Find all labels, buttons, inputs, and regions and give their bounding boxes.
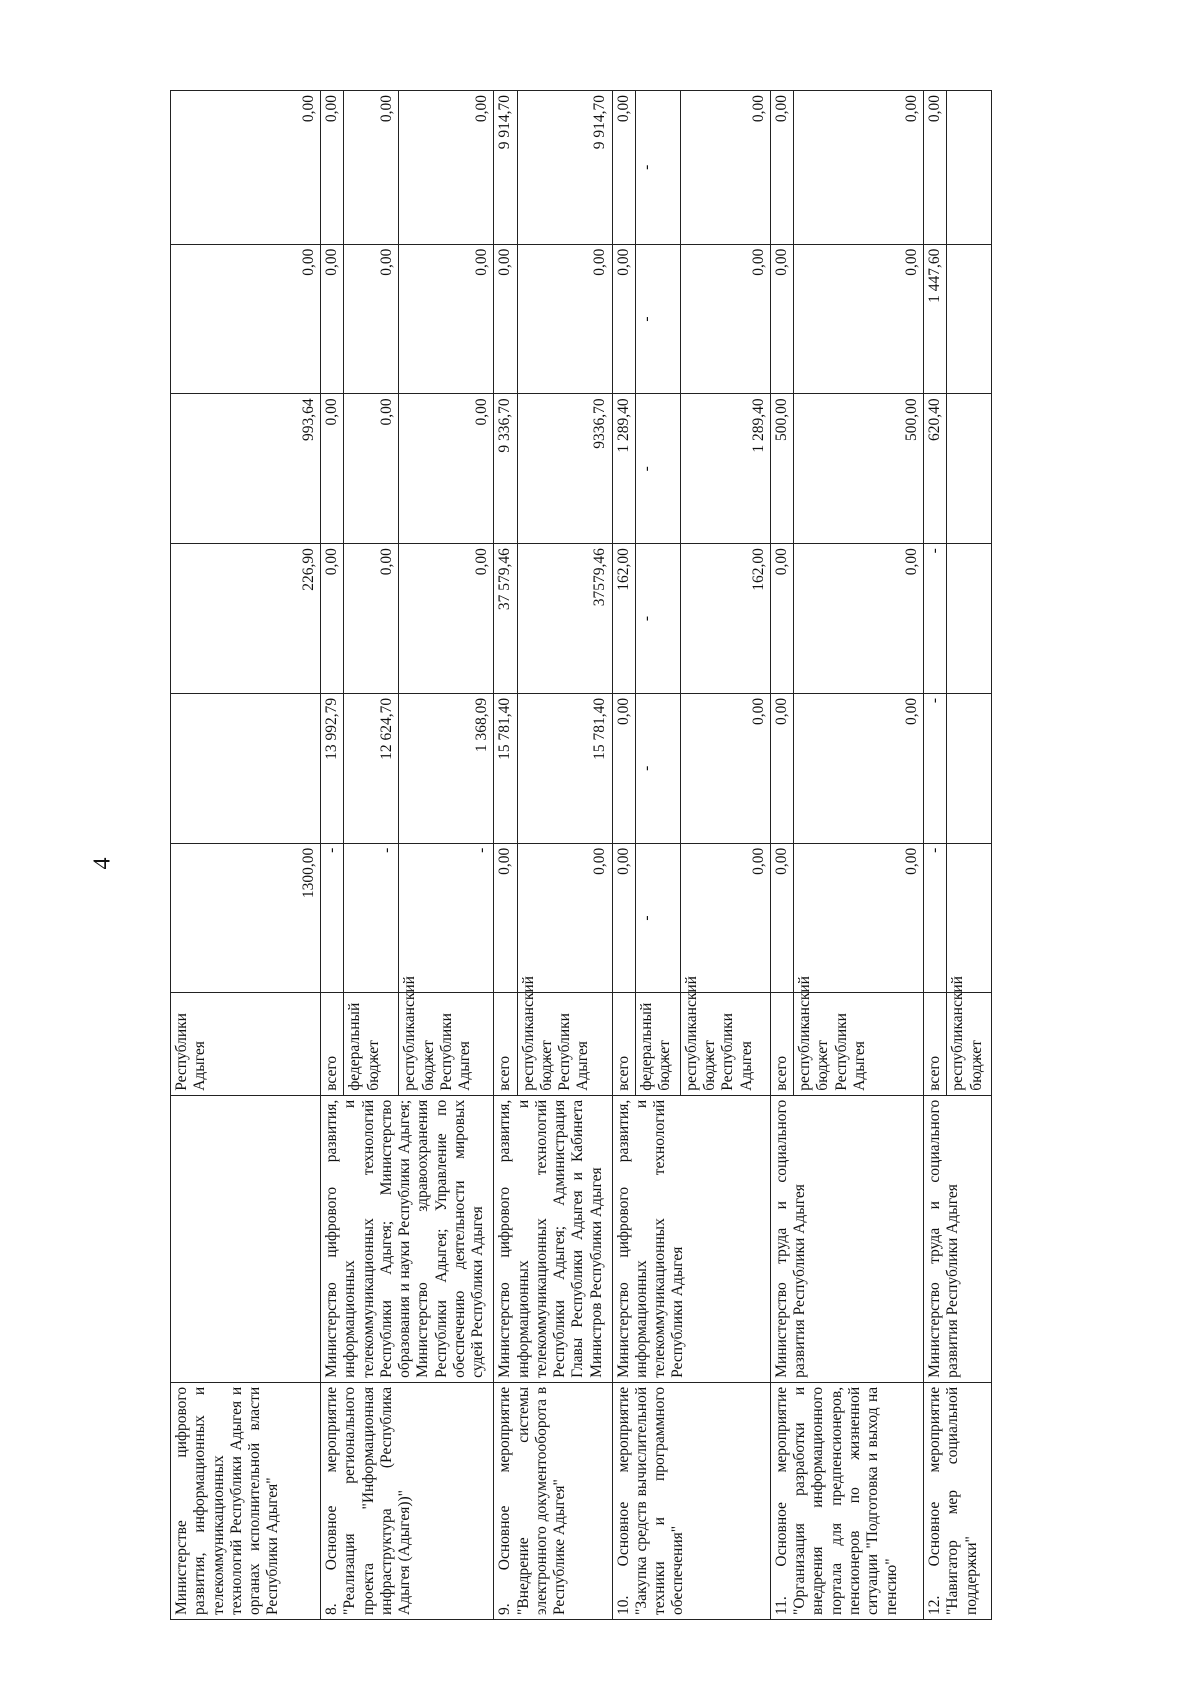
source-cell: всего (612, 993, 635, 1095)
value-cell: 0,00 (517, 843, 612, 993)
table-row (494, 91, 517, 1620)
executor-cell: Министерство цифрового развития, информационных и телекоммуникационных технологий Республики Адыгея (612, 1095, 770, 1382)
value-cell: 0,00 (770, 91, 793, 245)
value-cell: 0,00 (680, 693, 770, 843)
value-cell: 12 624,70 (344, 693, 399, 843)
value-cell: - (399, 843, 494, 993)
value-cell: 9 336,70 (494, 394, 517, 544)
page-number: 4 (89, 857, 116, 870)
value-cell: - (635, 544, 680, 694)
value-cell: 0,00 (321, 544, 344, 694)
value-cell: - (924, 693, 947, 843)
value-cell: 0,00 (770, 843, 793, 993)
source-cell: республиканский бюджет (947, 993, 992, 1095)
table-row (924, 91, 947, 1620)
value-cell: - (635, 91, 680, 245)
value-cell: 37 579,46 (494, 544, 517, 694)
value-cell: 0,00 (794, 843, 924, 993)
value-cell: 0,00 (770, 244, 793, 394)
value-cell: 0,00 (344, 394, 399, 544)
value-cell: 0,00 (770, 693, 793, 843)
value-cell: 0,00 (344, 244, 399, 394)
value-cell: 9 914,70 (494, 91, 517, 245)
table-row (612, 91, 635, 1620)
value-cell: 0,00 (344, 544, 399, 694)
value-cell: 0,00 (680, 244, 770, 394)
table-row (321, 91, 344, 1620)
value-cell: - (635, 244, 680, 394)
value-cell: 0,00 (399, 394, 494, 544)
value-cell: 162,00 (612, 544, 635, 694)
value-cell: 37579,46 (517, 544, 612, 694)
value-cell: - (635, 394, 680, 544)
value-cell: 1 368,09 (399, 693, 494, 843)
value-cell (947, 693, 992, 843)
executor-cell: Министерство цифрового развития, информационных и телекоммуникационных технологий Республики Адыгея; Министерство образования и науки Республики Адыгея; Министерство здравоохранения Республики Адыгея; Управление по обеспечению деятельности мировых судей Республики Адыгея (321, 1095, 494, 1382)
source-cell: республиканский бюджет Республики Адыгея (517, 993, 612, 1095)
source-cell: Республики Адыгея (171, 993, 321, 1095)
value-cell: 620,40 (924, 394, 947, 544)
value-cell: 0,00 (794, 91, 924, 245)
source-cell: всего (321, 993, 344, 1095)
value-cell: - (924, 544, 947, 694)
source-cell: всего (924, 993, 947, 1095)
source-cell: федеральный бюджет (635, 993, 680, 1095)
value-cell: 0,00 (612, 843, 635, 993)
value-cell: 0,00 (517, 244, 612, 394)
value-cell: 226,90 (171, 544, 321, 694)
financing-table (170, 90, 992, 1620)
event-cell: 12. Основное мероприятие "Навигатор мер социальной поддержки" (924, 1382, 992, 1619)
value-cell: 0,00 (612, 91, 635, 245)
value-cell: - (635, 843, 680, 993)
value-cell: 1 447,60 (924, 244, 947, 394)
event-cell: 9. Основное мероприятие "Внедрение системы электронного документооборота в Республике Адыгея" (494, 1382, 612, 1619)
event-cell: Министерстве цифрового развития, информационных и телекоммуникационных технологий Республики Адыгея и органах исполнительной власти Республики Адыгея" (171, 1382, 321, 1619)
executor-cell: Министерство цифрового развития, информационных и телекоммуникационных технологий Республики Адыгея; Администрация Главы Республики Адыгея и Кабинета Министров Республики Адыгея (494, 1095, 612, 1382)
value-cell: 9 914,70 (517, 91, 612, 245)
source-cell: федеральный бюджет (344, 993, 399, 1095)
value-cell: - (344, 843, 399, 993)
value-cell: 9336,70 (517, 394, 612, 544)
event-cell: 10. Основное мероприятие "Закупка средств вычислительной техники и программного обеспечения" (612, 1382, 770, 1619)
value-cell: 500,00 (770, 394, 793, 544)
value-cell: 0,00 (494, 843, 517, 993)
source-cell: всего (494, 993, 517, 1095)
source-cell: республиканский бюджет Республики Адыгея (680, 993, 770, 1095)
value-cell: 0,00 (399, 244, 494, 394)
value-cell (947, 544, 992, 694)
value-cell: 0,00 (794, 693, 924, 843)
value-cell: 0,00 (321, 91, 344, 245)
executor-cell (171, 1095, 321, 1382)
value-cell: 500,00 (794, 394, 924, 544)
value-cell: 0,00 (494, 244, 517, 394)
value-cell: 15 781,40 (517, 693, 612, 843)
event-cell: 11. Основное мероприятие "Организация разработки и внедрения информационного портала для предпенсионеров, пенсионеров по жизненной ситуации "Подготовка и выход на пенсию" (770, 1382, 923, 1619)
rotated-table-wrapper (170, 90, 1070, 1620)
value-cell (947, 244, 992, 394)
value-cell: 0,00 (612, 244, 635, 394)
value-cell: 13 992,79 (321, 693, 344, 843)
value-cell: 0,00 (171, 244, 321, 394)
value-cell: 0,00 (399, 91, 494, 245)
source-cell: всего (770, 993, 793, 1095)
value-cell (947, 394, 992, 544)
value-cell: 0,00 (680, 91, 770, 245)
table-row (770, 91, 793, 1620)
value-cell: 0,00 (321, 394, 344, 544)
value-cell: - (924, 843, 947, 993)
value-cell: 1 289,40 (612, 394, 635, 544)
value-cell: 0,00 (680, 843, 770, 993)
value-cell: 0,00 (794, 244, 924, 394)
source-cell: республиканский бюджет Республики Адыгея (794, 993, 924, 1095)
value-cell: 993,64 (171, 394, 321, 544)
executor-cell: Министерство труда и социального развития Республики Адыгея (770, 1095, 923, 1382)
value-cell (947, 91, 992, 245)
value-cell: 0,00 (794, 544, 924, 694)
value-cell: 0,00 (399, 544, 494, 694)
value-cell: 1 289,40 (680, 394, 770, 544)
value-cell: 0,00 (924, 91, 947, 245)
value-cell: 0,00 (344, 91, 399, 245)
value-cell: - (321, 843, 344, 993)
source-cell: республиканский бюджет Республики Адыгея (399, 993, 494, 1095)
value-cell: 0,00 (171, 91, 321, 245)
value-cell: - (635, 693, 680, 843)
value-cell: 0,00 (612, 693, 635, 843)
value-cell (947, 843, 992, 993)
value-cell (171, 693, 321, 843)
event-cell: 8. Основное мероприятие "Реализация регионального проекта "Информационная инфраструктура (Республика Адыгея (Адыгея))" (321, 1382, 494, 1619)
value-cell: 0,00 (770, 544, 793, 694)
value-cell: 15 781,40 (494, 693, 517, 843)
table-row (171, 91, 321, 1620)
value-cell: 0,00 (321, 244, 344, 394)
value-cell: 1300,00 (171, 843, 321, 993)
executor-cell: Министерство труда и социального развития Республики Адыгея (924, 1095, 992, 1382)
value-cell: 162,00 (680, 544, 770, 694)
